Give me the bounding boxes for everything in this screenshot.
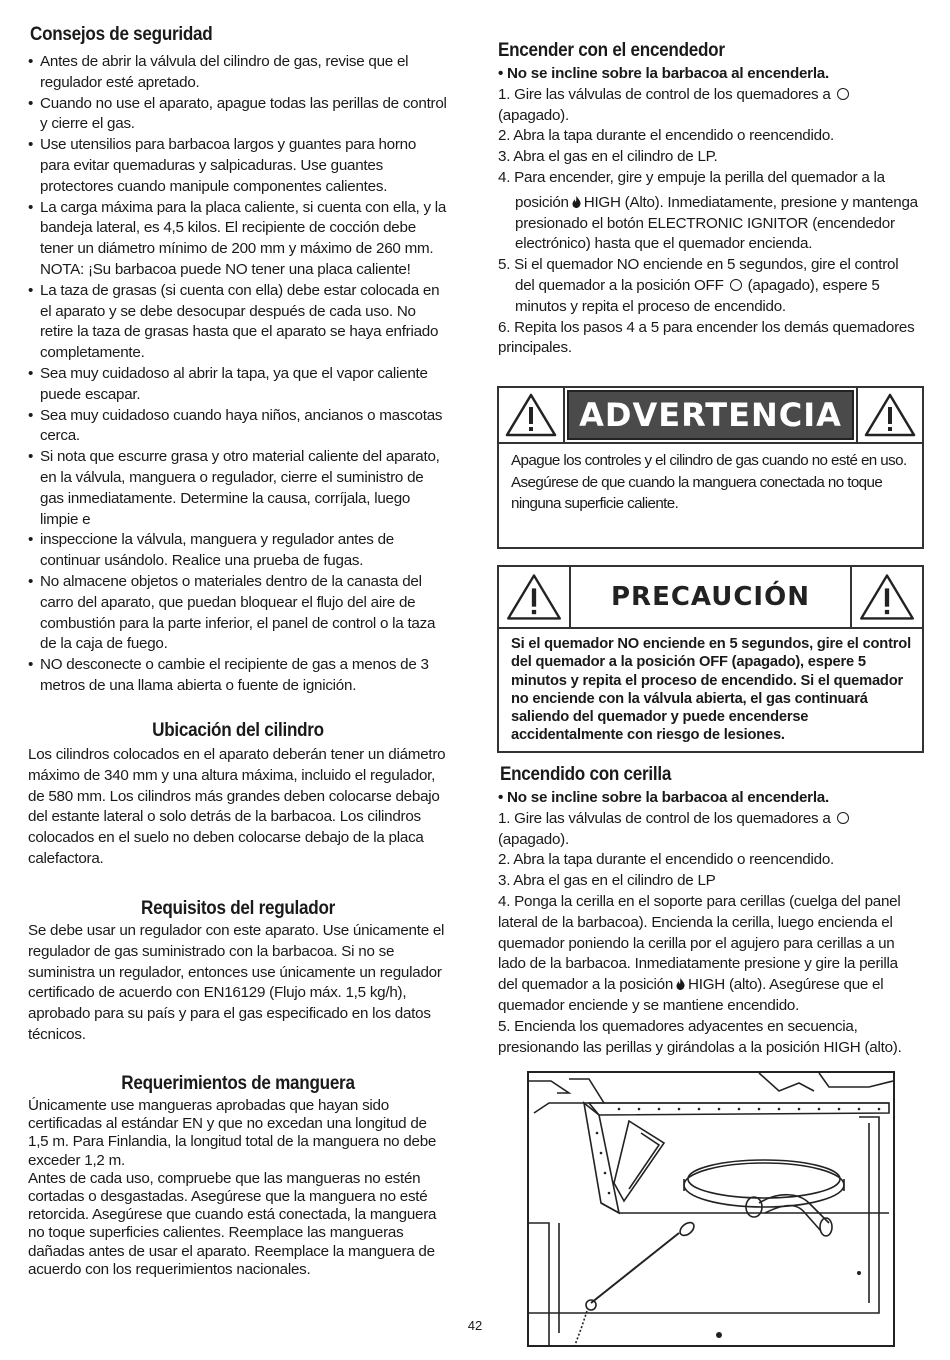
hose-heading: Requerimientos de manguera (121, 1073, 355, 1094)
list-item: • inspeccione la válvula, manguera y regulador antes de continuar usándolo. Realice una prueba de fugas. (28, 530, 448, 572)
list-item: • Use utensilios para barbacoa largos y guantes para horno para evitar quemaduras y salpicaduras. Use guantes protectores cuando manipule componentes calientes. (28, 135, 448, 197)
igniter-step-3: 3. Abra el gas en el cilindro de LP. (498, 148, 718, 166)
warning-triangle-icon (499, 388, 565, 442)
warning-box (497, 386, 924, 549)
grill-match-illustration (527, 1071, 895, 1347)
caution-text: Si el quemador NO enciende en 5 segundos, gire el control del quemador a la posición OFF (apagado), espere 5 minutos y repita el proceso de encendido. Si el quemador no enciende con la válvula abierta, el gas continuará saliendo del quemador y puede encenderse accidentalmente con riesgo de lesiones. (511, 636, 911, 744)
list-item: • Si nota que escurre grasa y otro material caliente del aparato, en la válvula, manguera o regulador, cierre el suministro de gas inmediatamente. Determine la causa, corríjala, luego limpie e (28, 447, 448, 530)
warning-triangle-icon (850, 567, 922, 627)
regulator-heading: Requisitos del regulador (140, 898, 336, 919)
igniter-step-5 (498, 255, 918, 317)
list-item: • No almacene objetos o materiales dentro de la canasta del carro del aparato, que puedan bloquear el flujo del aire de combustión para la parte inferior, el panel de control o la taza de la caja de fuego. (28, 572, 448, 655)
list-item: • Sea muy cuidadoso al abrir la tapa, ya que el vapor caliente puede escapar. (28, 364, 448, 406)
list-item: • La taza de grasas (si cuenta con ella) debe estar colocada en el aparato y se debe desocupar después de cada uso. No retire la taza de grasas hasta que el aparato se haya enfriado completamente. (28, 281, 448, 364)
igniter-steps (498, 64, 918, 359)
igniter-step-6: 6. Repita los pasos 4 a 5 para encender los demás quemadores principales. (498, 318, 915, 357)
match-step-4 (498, 892, 918, 1017)
warning-triangle-icon (856, 388, 922, 442)
warning-text (499, 444, 922, 523)
caution-box (497, 565, 924, 753)
igniter-bullet: • No se incline sobre la barbacoa al encenderla. (498, 65, 829, 82)
high-flame-icon (572, 196, 581, 208)
warning-triangle-icon (499, 567, 571, 627)
rail-perforations (596, 1108, 881, 1338)
step-text: 5. Si el quemador NO enciende en 5 segundos, gire el control del quemador a la posición OFF (498, 256, 899, 294)
list-item: • Sea muy cuidadoso cuando haya niños, ancianos o mascotas cerca. (28, 406, 448, 448)
igniter-step-4-cont (498, 193, 918, 255)
step-text: posición (515, 193, 569, 211)
off-circle-icon (837, 812, 849, 824)
warning-line: Asegúrese de que cuando la manguera conectada no toque ninguna superficie caliente. (511, 473, 883, 512)
step-text: 4. Ponga la cerilla en el soporte para cerillas (cuelga del panel lateral de la barbacoa). Encienda la cerilla, luego encienda el quemador poniendo la cerilla por el agujero para cerillas a un lado de la barbacoa. Inmediatamente presione y gire la perilla del quemador a la posición (498, 892, 901, 994)
match-steps (498, 788, 918, 1058)
regulator-text: Se debe usar un regulador con este aparato. Use únicamente el regulador de gas suministrado con la barbacoa. Si no se suministra un regulador, entonces use únicamente un regulador certificado de acuerdo con EN16129 (Flujo máx. 1,5 kg/h), aprobado para su país y para el gas especificado en los datos técnicos. (28, 922, 445, 1043)
cylinder-heading: Ubicación del cilindro (152, 720, 324, 741)
hose-text (28, 1097, 448, 1279)
page-number: 42 (467, 1318, 483, 1333)
hose-paragraph: Antes de cada uso, compruebe que las mangueras no estén cortadas o desgastadas. Asegúrese que la manguera no esté retorcida. Asegúrese que cuando está conectada, la manguera no toque superficies calientes. Reemplace las mangueras dañadas antes de usar el aparato. Reemplace la manguera de acuerdo con los requerimientos nacionales. (28, 1169, 437, 1278)
high-flame-icon (676, 978, 685, 990)
off-circle-icon (837, 88, 849, 100)
hose-paragraph: Únicamente use mangueras aprobadas que hayan sido certificadas al estándar EN y que no excedan una longitud de 1,5 m. Para Finlandia, la longitud total de la manguera no debe exceder 1,2 m. (28, 1097, 437, 1169)
safety-heading: Consejos de seguridad (30, 24, 213, 45)
safety-list (28, 52, 448, 697)
step-text: 4. Para encender, gire y empuje la perilla del quemador a la (498, 168, 885, 186)
match-step-3: 3. Abra el gas en el cilindro de LP (498, 872, 716, 890)
warning-line: Apague los controles y el cilindro de gas cuando no esté en uso. (511, 452, 907, 469)
list-item: • Cuando no use el aparato, apague todas las perillas de control y cierre el gas. (28, 94, 448, 136)
grill-drawing (529, 1073, 893, 1345)
caution-header (499, 567, 922, 629)
step-text: 1. Gire las válvulas de control de los quemadores a (498, 85, 831, 103)
step-text: (apagado), espere 5 minutos y repita el proceso de encendido. (515, 276, 880, 315)
igniter-step-2: 2. Abra la tapa durante el encendido o reencendido. (498, 127, 834, 145)
step-text: HIGH (Alto). Inmediatamente, presione y mantenga presionado el botón ELECTRONIC IGNITOR (encendedor electrónico) hasta que el quemador encienda. (515, 193, 918, 253)
list-item: • NO desconecte o cambie el recipiente de gas a menos de 3 metros de una llama abierta o fuente de ignición. (28, 655, 448, 697)
igniter-heading: Encender con el encendedor (498, 40, 725, 61)
step-text: (apagado). (498, 830, 569, 848)
match-step-5: 5. Encienda los quemadores adyacentes en secuencia, presionando las perillas y girándolas a la posición HIGH (alto). (498, 1017, 902, 1056)
cylinder-text: Los cilindros colocados en el aparato deberán tener un diámetro máximo de 340 mm y una altura máxima, incluido el regulador, de 580 mm. Los cilindros más grandes deben colocarse debajo del estante lateral o solo detrás de la barbacoa. Los cilindros colocados en el suelo no deben colocarse debajo de la placa calefactora. (28, 746, 446, 867)
step-text: 1. Gire las válvulas de control de los quemadores a (498, 809, 831, 827)
igniter-step-1 (498, 85, 918, 127)
off-circle-icon (730, 279, 742, 291)
warning-title: ADVERTENCIA (567, 390, 854, 440)
match-bullet: • No se incline sobre la barbacoa al encenderla. (498, 789, 829, 806)
igniter-step-4 (498, 168, 918, 189)
caution-title: PRECAUCIÓN (611, 582, 810, 612)
list-item: • La carga máxima para la placa caliente, si cuenta con ella, y la bandeja lateral, es 4,5 kilos. El recipiente de cocción debe tener un diámetro mínimo de 200 mm y máximo de 260 mm. NOTA: ¡Su barbacoa puede NO tener una placa caliente! (28, 198, 448, 281)
step-text: (apagado). (498, 106, 569, 124)
match-heading: Encendido con cerilla (500, 764, 672, 785)
list-item: • Antes de abrir la válvula del cilindro de gas, revise que el regulador esté apretado. (28, 52, 448, 94)
match-step-2: 2. Abra la tapa durante el encendido o reencendido. (498, 851, 834, 869)
match-step-1 (498, 809, 918, 851)
step-text: HIGH (alto). Asegúrese que el quemador enciende y se mantiene encendido. (498, 976, 884, 1014)
igniter-bullet-text: No se incline sobre la barbacoa al encenderla. (507, 65, 829, 82)
warning-header (499, 388, 922, 444)
match-bullet-text: No se incline sobre la barbacoa al encenderla. (507, 789, 829, 806)
